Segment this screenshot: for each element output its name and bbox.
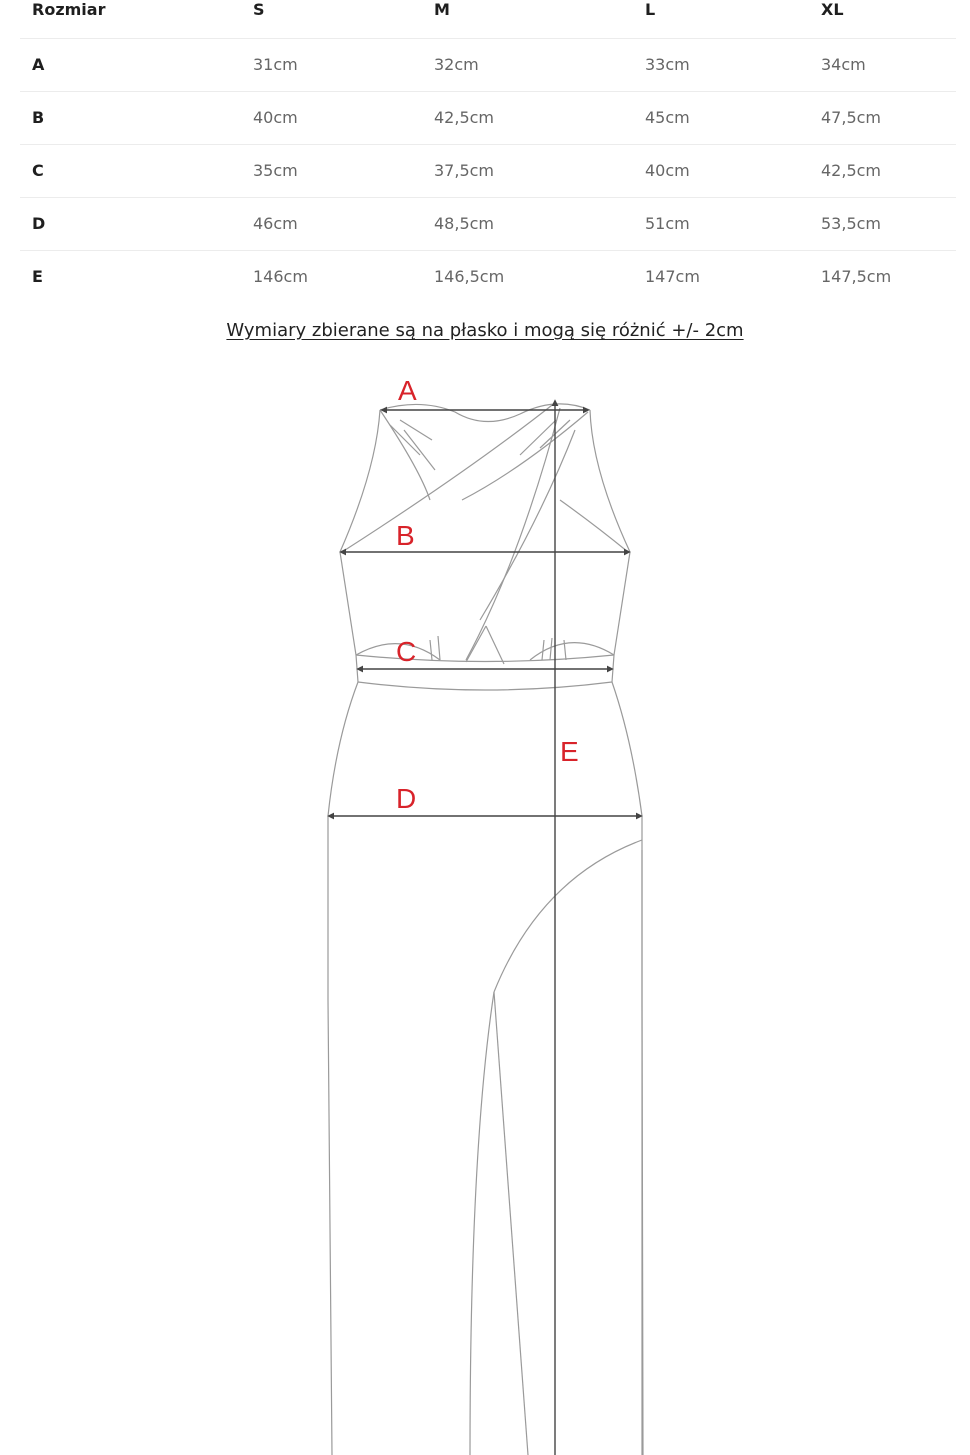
- garment-diagram: [0, 360, 970, 1455]
- measure-d-label: D: [396, 783, 417, 814]
- measure-e-label: E: [560, 736, 579, 767]
- header-l: L: [645, 0, 656, 19]
- table-row: [20, 197, 956, 250]
- measure-c-label: C: [396, 636, 417, 667]
- header-size: Rozmiar: [32, 0, 106, 19]
- table-cell: 53,5cm: [809, 197, 956, 250]
- measure-b-label: B: [396, 520, 415, 551]
- table-cell: 40cm: [633, 144, 809, 197]
- measurement-lines: [330, 402, 640, 1455]
- table-cell: 31cm: [241, 38, 422, 91]
- table-cell: 146cm: [241, 250, 422, 303]
- table-cell: 45cm: [633, 91, 809, 144]
- measure-a-label: A: [398, 375, 417, 406]
- row-label: A: [20, 38, 241, 91]
- table-cell: 40cm: [241, 91, 422, 144]
- row-label: D: [20, 197, 241, 250]
- table-cell: 51cm: [633, 197, 809, 250]
- table-cell: 37,5cm: [422, 144, 633, 197]
- table-cell: 34cm: [809, 38, 956, 91]
- table-cell: 35cm: [241, 144, 422, 197]
- row-label: B: [20, 91, 241, 144]
- header-m: M: [434, 0, 450, 19]
- row-label: E: [20, 250, 241, 303]
- table-row: [20, 250, 956, 303]
- measurement-note-text: Wymiary zbierane są na płasko i mogą się różnić +/- 2cm: [226, 320, 744, 341]
- table-cell: 32cm: [422, 38, 633, 91]
- table-header-row: [20, 0, 956, 38]
- table-cell: 33cm: [633, 38, 809, 91]
- table-cell: 147cm: [633, 250, 809, 303]
- table-cell: 147,5cm: [809, 250, 956, 303]
- table-row: [20, 38, 956, 91]
- row-label: C: [20, 144, 241, 197]
- measurement-note: [0, 320, 970, 341]
- table-cell: 42,5cm: [422, 91, 633, 144]
- header-xl: XL: [821, 0, 844, 19]
- table-cell: 48,5cm: [422, 197, 633, 250]
- table-row: [20, 91, 956, 144]
- size-table: [20, 0, 956, 303]
- table-cell: 47,5cm: [809, 91, 956, 144]
- garment-outline: [328, 402, 643, 1455]
- table-cell: 146,5cm: [422, 250, 633, 303]
- table-cell: 46cm: [241, 197, 422, 250]
- table-cell: 42,5cm: [809, 144, 956, 197]
- table-row: [20, 144, 956, 197]
- header-s: S: [253, 0, 265, 19]
